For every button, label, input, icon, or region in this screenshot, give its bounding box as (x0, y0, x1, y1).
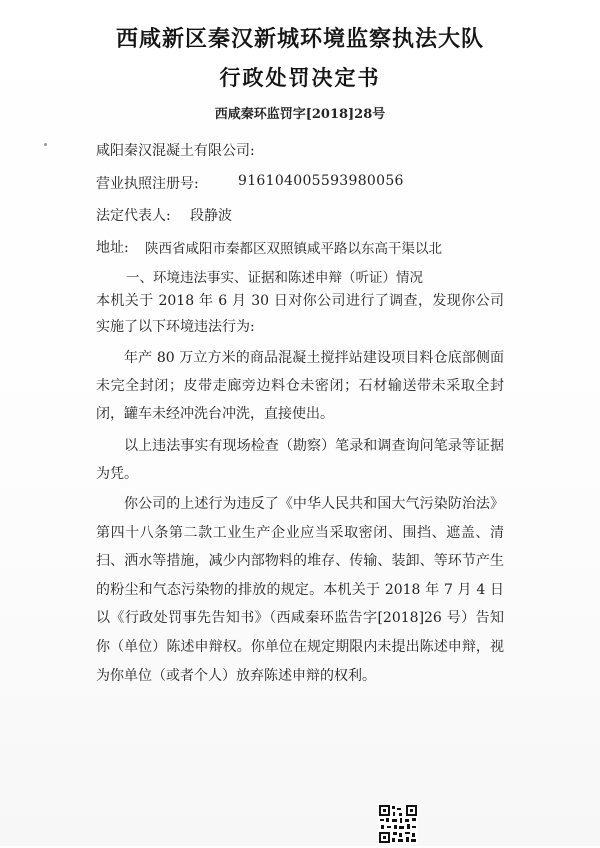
legal-rep-label: 法定代表人: (96, 208, 171, 224)
paragraph-law-violation: 你公司的上述行为违反了《中华人民共和国大气污染防治法》第四十八条第二款工业生产企业应当采取密闭、围挡、遮盖、清扫、洒水等措施，减少内部物料的堆存、传输、装卸、等环节产生的粉尘和气态污染物的排放的规定。本机关于 2018 年 7 月 4 日以《行政处罚事先告知书》（西咸秦环监告字[2018]26 号）告知你（单位）陈述申辩权。你单位在规定期限内未提出陈述申辩，视为你单位（或者个人）放弃陈述申辩的权利。 (96, 496, 504, 684)
license-number: 916104005593980056 (238, 173, 404, 189)
address-label: 地址: (96, 240, 129, 256)
address-value: 陕西省咸阳市秦都区双照镇咸平路以东高干渠以北 (145, 241, 442, 257)
license-label: 营业执照注册号: (96, 176, 199, 192)
section-heading-facts: 一、环境违法事实、证据和陈述申辩（听证）情况 (126, 270, 423, 286)
document-number: 西咸秦环监罚字[2018]28号 (214, 107, 386, 122)
scan-dot-mark (44, 143, 47, 146)
document-title-agency: 西咸新区秦汉新城环境监察执法大队 (115, 27, 484, 52)
company-name: 咸阳秦汉混凝土有限公司: (96, 143, 255, 159)
paragraph-violation: 年产 80 万立方米的商品混凝土搅拌站建设项目料仓底部侧面未完全封闭；皮带走廊旁边料仓未密闭；石材输送带未采取全封闭，罐车未经冲洗台冲洗，直接使出。 (96, 350, 504, 422)
legal-rep-name: 段静波 (190, 208, 232, 224)
paragraph-investigation: 本机关于 2018 年 6 月 30 日对你公司进行了调查，发现你公司实施了以下环境违法行为: (96, 293, 504, 335)
qr-code-icon (378, 804, 418, 844)
paragraph-evidence: 以上违法事实有现场检查（勘察）笔录和调查询问笔录等证据为凭。 (96, 438, 504, 482)
document-title-type: 行政处罚决定书 (219, 66, 381, 90)
